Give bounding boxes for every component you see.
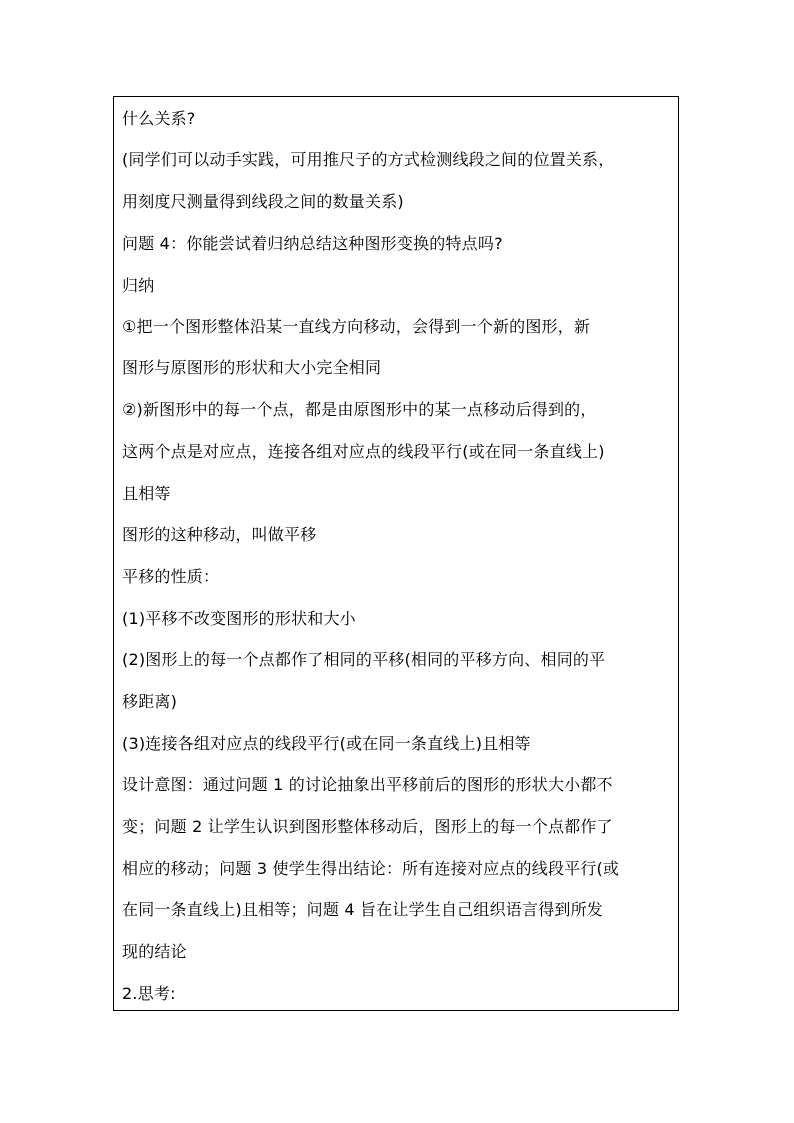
text-line-5: 归纳: [122, 276, 155, 295]
text-line-22: 2.思考:: [122, 984, 176, 1003]
text-line-12: 平移的性质：: [122, 567, 220, 586]
text-line-3: 用刻度尺测量得到线段之间的数量关系): [122, 192, 404, 211]
text-line-17: 设计意图：通过问题 1 的讨论抽象出平移前后的图形的形状大小都不: [122, 775, 613, 794]
text-line-13: (1)平移不改变图形的形状和大小: [122, 609, 356, 628]
text-line-20: 在同一条直线上)且相等；问题 4 旨在让学生自己组织语言得到所发: [122, 900, 603, 919]
text-line-4: 问题 4：你能尝试着归纳总结这种图形变换的特点吗?: [122, 234, 503, 253]
text-line-9: 这两个点是对应点，连接各组对应点的线段平行(或在同一条直线上): [122, 442, 605, 461]
text-line-10: 且相等: [122, 484, 171, 503]
text-line-8: ②)新图形中的每一个点，都是由原图形中的某一点移动后得到的，: [122, 400, 597, 419]
text-line-2: (同学们可以动手实践，可用推尺子的方式检测线段之间的位置关系，: [122, 150, 615, 169]
text-line-18: 变；问题 2 让学生认识到图形整体移动后，图形上的每一个点都作了: [122, 817, 613, 836]
text-line-1: 什么关系?: [122, 109, 196, 128]
text-line-15: 移距离): [122, 692, 178, 711]
text-line-7: 图形与原图形的形状和大小完全相同: [122, 358, 382, 377]
text-line-6: ①把一个图形整体沿某一直线方向移动，会得到一个新的图形，新: [122, 317, 591, 336]
text-line-11: 图形的这种移动，叫做平移: [122, 525, 317, 544]
lesson-table-cell: [113, 96, 679, 1011]
text-line-21: 现的结论: [122, 942, 187, 961]
text-line-14: (2)图形上的每一个点都作了相同的平移(相同的平移方向、相同的平: [122, 650, 606, 669]
text-line-19: 相应的移动；问题 3 使学生得出结论：所有连接对应点的线段平行(或: [122, 859, 620, 878]
text-line-16: (3)连接各组对应点的线段平行(或在同一条直线上)且相等: [122, 734, 531, 753]
